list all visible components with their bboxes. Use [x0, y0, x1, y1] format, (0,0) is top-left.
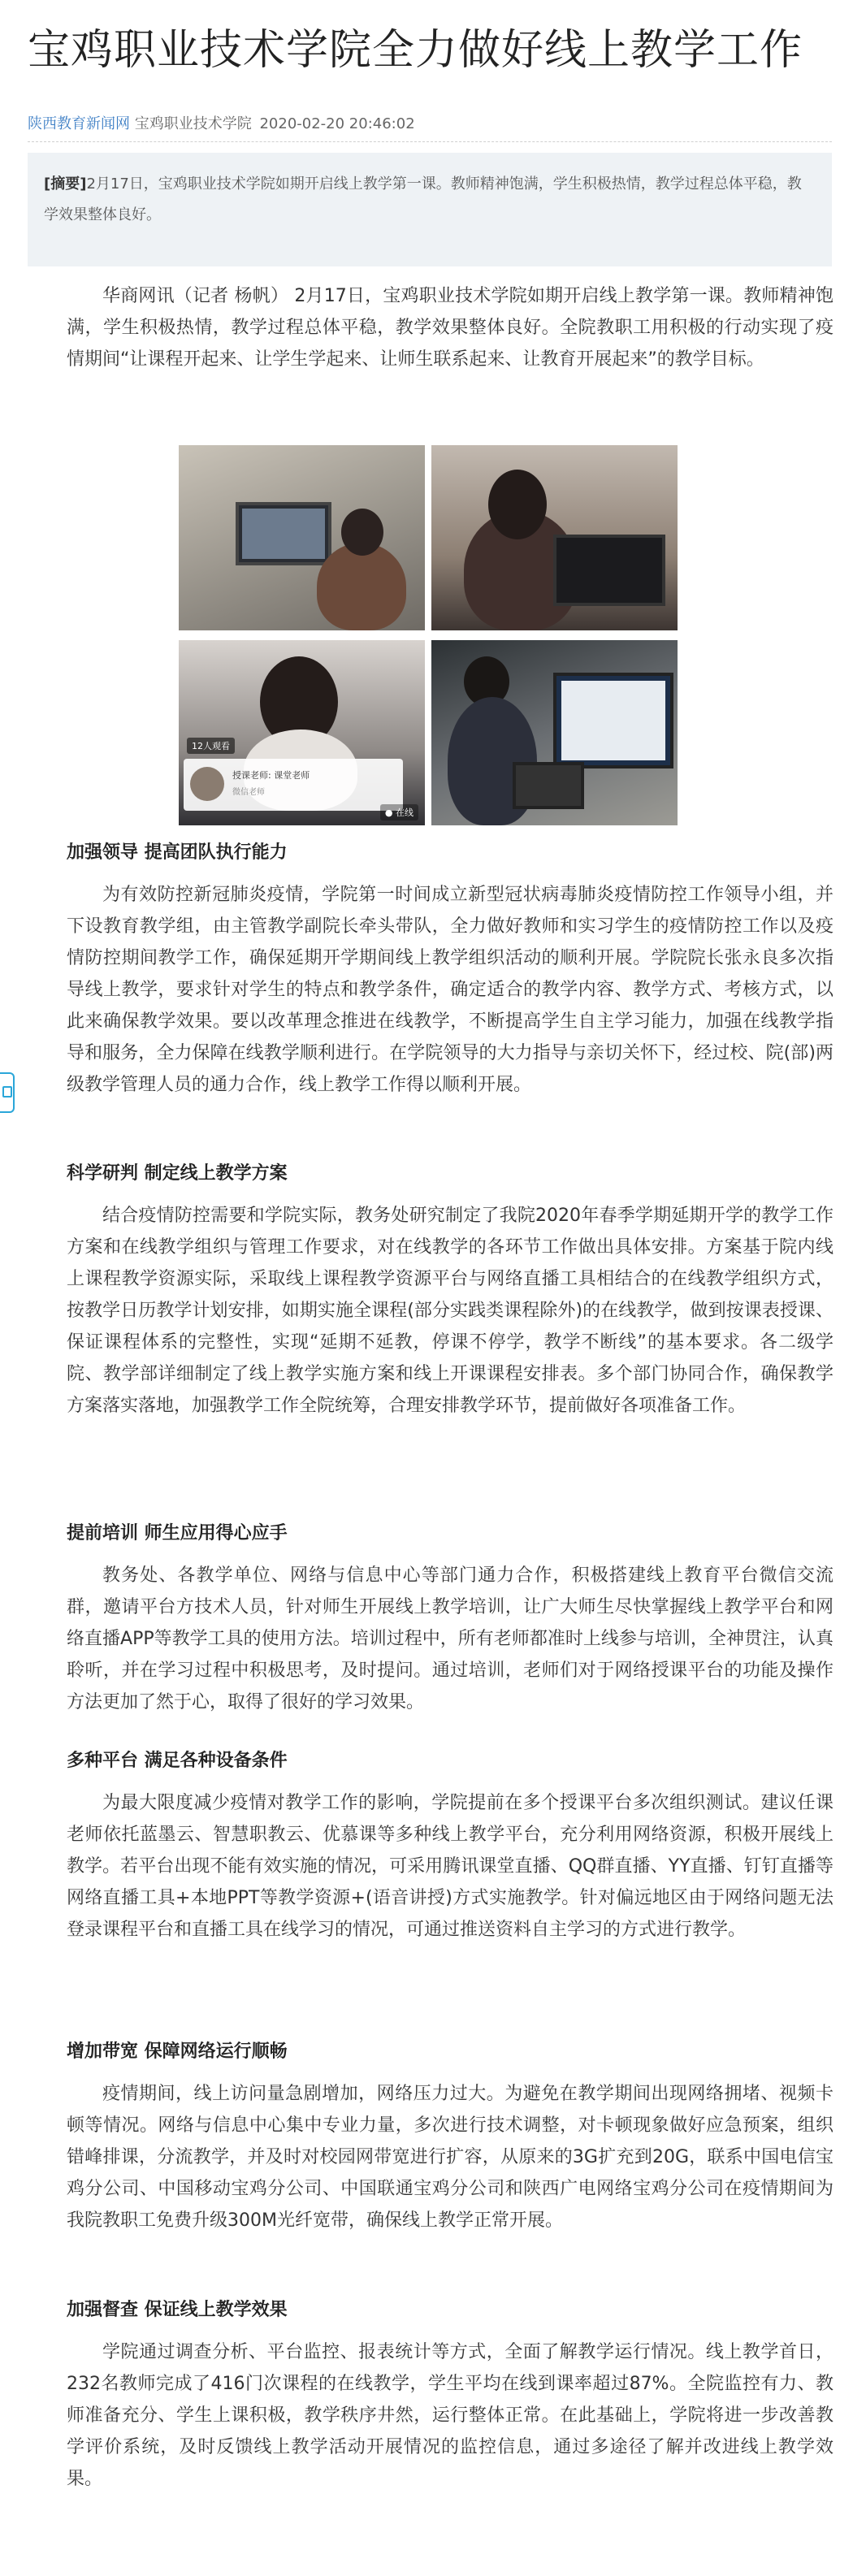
section-heading: 多种平台 满足各种设备条件	[67, 1751, 288, 1771]
section-heading: 提前培训 师生应用得心应手	[67, 1523, 288, 1543]
section-paragraph: 为最大限度减少疫情对教学工作的影响，学院提前在多个授课平台多次组织测试。建议任课老师依托蓝墨云、智慧职教云、优慕课等多种线上教学平台，充分利用网络资源，积极开展线上教学。若平台出现不能有效实施的情况，可采用腾讯课堂直播、QQ群直播、YY直播、钉钉直播等网络直播工具+本地PPT等教学资源+(语音讲授)方式实施教学。针对偏远地区由于网络问题无法登录课程平台和直播工具在线学习的情况，可通过推送资料自主学习的方式进行教学。	[67, 1793, 834, 1940]
avatar	[190, 767, 224, 801]
chat-icon	[2, 1086, 12, 1098]
monitor	[236, 502, 331, 565]
side-chat-tab[interactable]	[0, 1072, 15, 1113]
teacher-card	[184, 759, 403, 811]
photo-teacher-laptop	[431, 445, 678, 630]
card-title: 授课老师: 课堂老师	[232, 770, 310, 781]
photo-live-stream	[179, 640, 425, 825]
source-link[interactable]: 陕西教育新闻网	[28, 115, 130, 132]
section-paragraph: 学院通过调查分析、平台监控、报表统计等方式，全面了解教学运行情况。线上教学首日，232名教师完成了416门次课程的在线教学，学生平均在线到课率超过87%。全院监控有力、教师准备充分、学生上课积极，教学秩序井然，运行整体正常。在此基础上，学院将进一步改善教学评价系统，及时反馈线上教学活动开展情况的监控信息，通过多途径了解并改进线上教学效果。	[67, 2342, 834, 2489]
section-heading: 加强督查 保证线上教学效果	[67, 2300, 288, 2320]
intro-paragraph: 华商网讯（记者 杨帆） 2月17日，宝鸡职业技术学院如期开启线上教学第一课。教师精神饱满，学生积极热情，教学过程总体平稳，教学效果整体良好。全院教职工用积极的行动实现了疫情期间“让课程开起来、让学生学起来、让师生联系起来、让教育开展起来”的教学目标。	[67, 286, 834, 370]
section-paragraph: 教务处、各教学单位、网络与信息中心等部门通力合作，积极搭建线上教育平台微信交流群，邀请平台方技术人员，针对师生开展线上教学培训，让广大师生尽快掌握线上教学平台和网络直播APP等教学工具的使用方法。培训过程中，所有老师都准时上线参与培训，全神贯注，认真聆听，并在学习过程中积极思考，及时提问。通过培训，老师们对于网络授课平台的功能及操作方法更加了然于心，取得了很好的学习效果。	[67, 1565, 834, 1712]
photo-grid	[179, 445, 687, 825]
abstract-text: 2月17日，宝鸡职业技术学院如期开启线上教学第一课。教师精神饱满，学生积极热情，教学过程总体平稳，教学效果整体良好。	[44, 175, 802, 223]
online-badge: ● 在线	[380, 804, 418, 820]
section-heading: 加强领导 提高团队执行能力	[67, 842, 288, 863]
section-heading: 增加带宽 保障网络运行顺畅	[67, 2041, 288, 2062]
source-org: 宝鸡职业技术学院	[134, 115, 252, 132]
divider	[28, 141, 832, 142]
article-title: 宝鸡职业技术学院全力做好线上教学工作	[28, 26, 803, 75]
publish-datetime: 2020-02-20 20:46:02	[259, 115, 415, 132]
section-paragraph: 疫情期间，线上访问量急剧增加，网络压力过大。为避免在教学期间出现网络拥堵、视频卡顿等情况。网络与信息中心集中专业力量，多次进行技术调整，对卡顿现象做好应急预案，组织错峰排课，分流教学，并及时对校园网带宽进行扩容，从原来的3G扩充到20G，联系中国电信宝鸡分公司、中国移动宝鸡分公司、中国联通宝鸡分公司和陕西广电网络宝鸡分公司在疫情期间为我院教职工免费升级300M光纤宽带，确保线上教学正常开展。	[67, 2084, 834, 2231]
photo-teacher-at-home	[179, 445, 425, 630]
teacher-figure	[317, 543, 406, 630]
monitor	[553, 673, 673, 768]
card-subtitle: 微信老师	[232, 788, 265, 797]
section-paragraph: 为有效防控新冠肺炎疫情，学院第一时间成立新型冠状病毒肺炎疫情防控工作领导小组，并下设教育教学组，由主管教学副院长牵头带队，全力做好教师和实习学生的疫情防控工作以及疫情防控期间教学工作，确保延期开学期间线上教学组织活动的顺利开展。学院院长张永良多次指导线上教学，要求针对学生的特点和教学条件，确定适合的教学内容、教学方式、考核方式，以此来确保教学效果。要以改革理念推进在线教学，不断提高学生自主学习能力，加强在线教学指导和服务，全力保障在线教学顺利进行。在学院领导的大力指导与亲切关怀下，经过校、院(部)两级教学管理人员的通力合作，线上教学工作得以顺利开展。	[67, 885, 834, 1095]
abstract-box	[28, 153, 832, 266]
article-meta	[28, 112, 418, 133]
abstract-label: [摘要]	[44, 175, 87, 193]
laptop	[553, 535, 665, 606]
section-paragraph: 结合疫情防控需要和学院实际，教务处研究制定了我院2020年春季学期延期开学的教学工作方案和在线教学组织与管理工作要求，对在线教学的各环节工作做出具体安排。方案基于院内线上课程教学资源实际，采取线上课程教学资源平台与网络直播工具相结合的在线教学组织方式，按教学日历教学计划安排，如期实施全课程(部分实践类课程除外)的在线教学，做到按课表授课、保证课程体系的完整性，实现“延期不延教，停课不停学，教学不断线”的基本要求。各二级学院、教学部详细制定了线上教学实施方案和线上开课课程安排表。多个部门协同合作，确保教学方案落实落地，加强教学工作全院统筹，合理安排教学环节，提前做好各项准备工作。	[67, 1206, 834, 1416]
photo-teacher-dual-monitor	[431, 640, 678, 825]
section-heading: 科学研判 制定线上教学方案	[67, 1163, 288, 1184]
viewer-count: 12人观看	[187, 738, 235, 754]
